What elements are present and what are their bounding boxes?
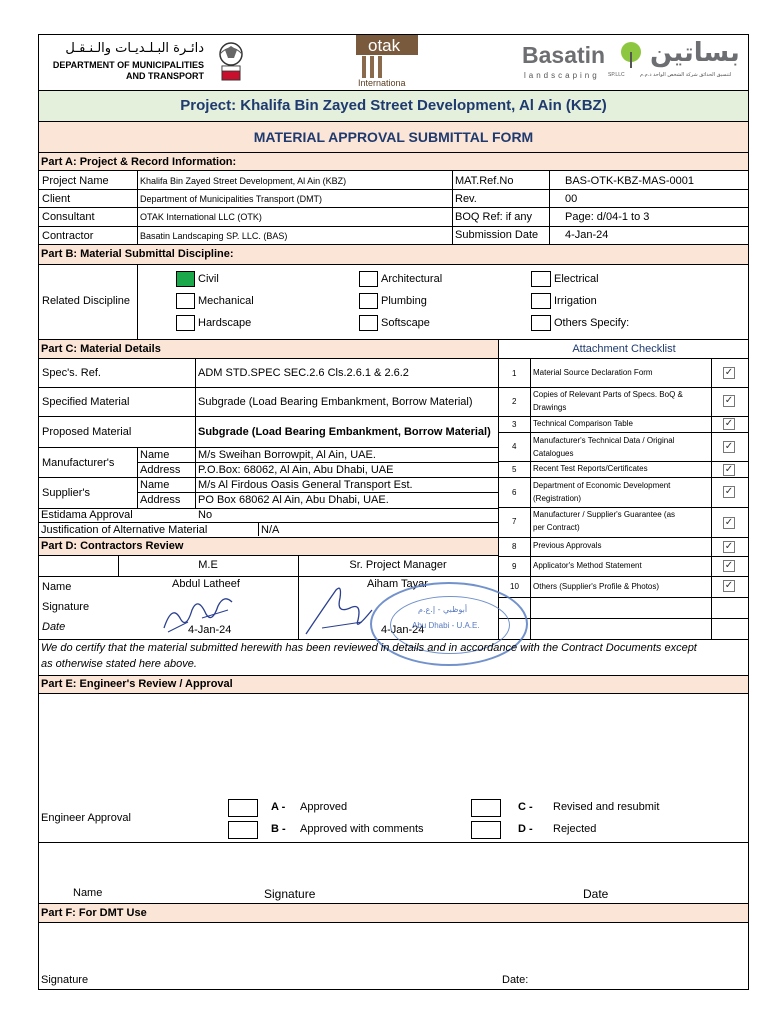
checklist-check-6[interactable]: ✓ xyxy=(724,486,734,497)
checklist-check-5[interactable]: ✓ xyxy=(724,464,734,475)
boq-value: Page: d/04-1 to 3 xyxy=(565,211,650,223)
spec-ref-label: Spec's. Ref. xyxy=(42,367,101,379)
label-hardscape: Hardscape xyxy=(198,317,252,329)
approval-c-text: Revised and resubmit xyxy=(553,801,660,813)
checklist-text-5: Recent Test Reports/Certificates xyxy=(533,464,648,473)
basatin-arabic: بساتين xyxy=(650,38,740,68)
client-label: Client xyxy=(42,193,71,205)
submission-date-label: Submission Date xyxy=(455,229,539,241)
otak-subtitle: Internationa xyxy=(358,78,406,88)
checkbox-plumbing[interactable] xyxy=(359,293,378,309)
otak-logo-box xyxy=(356,35,418,55)
me-date: 4-Jan-24 xyxy=(188,624,232,636)
justification-value: N/A xyxy=(261,524,280,536)
client-value: Department of Municipalities Transport (DMT) xyxy=(140,194,323,204)
me-signature xyxy=(158,588,238,636)
certification-text-line1: We do certify that the material submitted herewith has been reviewed in details and in accordance with the Contract Documents except xyxy=(41,642,697,654)
checkbox-softscape[interactable] xyxy=(359,315,378,331)
checkbox-mechanical[interactable] xyxy=(176,293,195,309)
pm-name: Aiham Tayar xyxy=(367,578,428,590)
checklist-no-4: 4 xyxy=(512,442,517,451)
checklist-check-10[interactable]: ✓ xyxy=(724,580,734,591)
submission-date-value: 4-Jan-24 xyxy=(565,229,609,241)
checklist-text-7: Manufacturer / Supplier's Guarantee (as xyxy=(533,510,676,519)
label-softscape: Softscape xyxy=(381,317,430,329)
approval-a-checkbox[interactable] xyxy=(228,799,258,817)
otak-logo-text: otak xyxy=(368,36,401,55)
name-label: Name xyxy=(42,581,72,593)
manufacturer-label: Manufacturer's xyxy=(42,457,115,469)
abu-dhabi-emblem-icon xyxy=(212,40,250,84)
approval-c-code: C - xyxy=(518,801,533,813)
rev-label: Rev. xyxy=(455,193,477,205)
col-me: M.E xyxy=(198,559,218,571)
checklist-no-6: 6 xyxy=(512,488,517,497)
checklist-text-8: Previous Approvals xyxy=(533,541,602,550)
checklist-check-2[interactable]: ✓ xyxy=(724,395,734,406)
engineer-name-label: Name xyxy=(73,887,103,899)
checklist-check-7[interactable]: ✓ xyxy=(724,517,734,528)
checklist-text-7b: per Contract) xyxy=(533,523,580,532)
label-civil: Civil xyxy=(198,273,219,285)
checklist-text-3: Technical Comparison Table xyxy=(533,419,633,428)
approval-c-checkbox[interactable] xyxy=(471,799,501,817)
checkbox-electrical[interactable] xyxy=(531,271,551,287)
checklist-check-4[interactable]: ✓ xyxy=(724,441,734,452)
label-mechanical: Mechanical xyxy=(198,295,254,307)
dmt-english-line1: DEPARTMENT OF MUNICIPALITIES xyxy=(52,60,204,70)
mat-ref-label: MAT.Ref.No xyxy=(455,175,514,187)
checkbox-irrigation[interactable] xyxy=(531,293,551,309)
manufacturer-name-label: Name xyxy=(140,449,170,461)
contractor-label: Contractor xyxy=(42,230,94,242)
checklist-check-8[interactable]: ✓ xyxy=(724,541,734,552)
project-name-value: Khalifa Bin Zayed Street Development, Al Ain (KBZ) xyxy=(140,176,347,186)
basatin-logo xyxy=(518,36,746,88)
estidama-value: No xyxy=(198,509,213,521)
checklist-text-10: Others (Supplier's Profile & Photos) xyxy=(533,582,660,591)
checklist-check-1[interactable]: ✓ xyxy=(724,367,734,378)
checklist-no-5: 5 xyxy=(512,465,517,474)
dmt-logo xyxy=(52,38,252,88)
basatin-english: Basatin xyxy=(522,42,606,68)
specified-material-value: Subgrade (Load Bearing Embankment, Borrow Material) xyxy=(198,396,473,408)
manufacturer-name-value: M/s Sweihan Borrowpit, Al Ain, UAE. xyxy=(198,449,376,461)
dmt-english-line2: AND TRANSPORT xyxy=(126,71,204,81)
approval-b-checkbox[interactable] xyxy=(228,821,258,839)
checklist-text-4b: Catalogues xyxy=(533,449,574,458)
dmt-date-label: Date: xyxy=(502,974,529,986)
consultant-value: OTAK International LLC (OTK) xyxy=(140,212,262,222)
label-irrigation: Irrigation xyxy=(554,295,597,307)
otak-bars xyxy=(362,56,366,78)
checklist-no-8: 8 xyxy=(512,542,517,551)
supplier-label: Supplier's xyxy=(42,487,90,499)
checkbox-others[interactable] xyxy=(531,315,551,331)
part-e-heading: Part E: Engineer's Review / Approval xyxy=(41,678,233,690)
checklist-text-2: Copies of Relevant Parts of Specs. BoQ & xyxy=(533,390,683,399)
supplier-address-label: Address xyxy=(140,494,181,506)
approval-a-text: Approved xyxy=(300,801,348,813)
checklist-no-9: 9 xyxy=(512,562,517,571)
checklist-no-2: 2 xyxy=(512,397,517,406)
checklist-text-1: Material Source Declaration Form xyxy=(533,368,653,377)
attachment-checklist-heading: Attachment Checklist xyxy=(572,343,676,355)
approval-d-code: D - xyxy=(518,823,533,835)
basatin-subtitle: landscaping xyxy=(524,71,600,80)
boq-label: BOQ Ref: if any xyxy=(455,211,533,223)
specified-material-label: Specified Material xyxy=(42,396,130,408)
rev-value: 00 xyxy=(565,193,578,205)
checkbox-civil[interactable] xyxy=(176,271,195,287)
checklist-text-6b: (Registration) xyxy=(533,494,582,503)
checklist-text-4: Manufacturer's Technical Data / Original xyxy=(533,436,675,445)
pm-date: 4-Jan-24 xyxy=(381,624,425,636)
stamp-english-text: Abu Dhabi - U.A.E. xyxy=(412,621,480,630)
checklist-no-1: 1 xyxy=(512,369,517,378)
me-name: Abdul Latheef xyxy=(172,578,240,590)
basatin-spllc: SP.LLC xyxy=(608,72,625,78)
contractor-value: Basatin Landscaping SP. LLC. (BAS) xyxy=(140,231,288,241)
stamp-arabic-text: أبوظبي - إ.ع.م xyxy=(418,605,468,614)
engineer-signature-label: Signature xyxy=(264,887,316,901)
approval-a-code: A - xyxy=(271,801,286,813)
supplier-name-value: M/s Al Firdous Oasis General Transport Est. xyxy=(198,479,413,491)
related-discipline-label: Related Discipline xyxy=(42,295,131,307)
engineer-approval-label: Engineer Approval xyxy=(41,812,131,824)
mat-ref-value: BAS-OTK-KBZ-MAS-0001 xyxy=(565,175,694,187)
checklist-check-9[interactable]: ✓ xyxy=(724,560,734,571)
project-title: Project: Khalifa Bin Zayed Street Development, Al Ain (KBZ) xyxy=(180,97,607,114)
otak-logo xyxy=(356,35,418,89)
date-label: Date xyxy=(42,621,66,633)
supplier-name-label: Name xyxy=(140,479,170,491)
approval-d-checkbox[interactable] xyxy=(471,821,501,839)
leaf-icon xyxy=(618,40,644,70)
manufacturer-address-label: Address xyxy=(140,464,181,476)
approval-b-code: B - xyxy=(271,823,286,835)
supplier-address-value: PO Box 68062 Al Ain, Abu Dhabi, UAE. xyxy=(198,494,389,506)
part-b-heading: Part B: Material Submittal Discipline: xyxy=(41,248,234,260)
checkbox-hardscape[interactable] xyxy=(176,315,195,331)
checklist-check-3[interactable]: ✓ xyxy=(724,418,734,429)
proposed-material-value: Subgrade (Load Bearing Embankment, Borrow Material) xyxy=(198,426,491,438)
checklist-text-6: Department of Economic Development xyxy=(533,481,671,490)
col-project-manager: Sr. Project Manager xyxy=(349,559,447,571)
label-electrical: Electrical xyxy=(554,273,599,285)
certification-text-line2: as otherwise stated here above. xyxy=(41,658,197,670)
spec-ref-value: ADM STD.SPEC SEC.2.6 Cls.2.6.1 & 2.6.2 xyxy=(198,367,409,379)
part-c-heading: Part C: Material Details xyxy=(41,343,161,355)
project-name-label: Project Name xyxy=(42,175,109,187)
label-plumbing: Plumbing xyxy=(381,295,427,307)
part-f-heading: Part F: For DMT Use xyxy=(41,907,147,919)
dmt-signature-label: Signature xyxy=(41,974,89,986)
estidama-label: Estidama Approval xyxy=(41,509,133,521)
approval-d-text: Rejected xyxy=(553,823,597,835)
part-a-heading: Part A: Project & Record Information: xyxy=(41,156,237,168)
checklist-no-7: 7 xyxy=(512,517,517,526)
checklist-text-2b: Drawings xyxy=(533,403,567,412)
checkbox-architectural[interactable] xyxy=(359,271,378,287)
approval-b-text: Approved with comments xyxy=(300,823,424,835)
consultant-label: Consultant xyxy=(42,211,95,223)
label-architectural: Architectural xyxy=(381,273,443,285)
part-d-heading: Part D: Contractors Review xyxy=(41,540,184,552)
dmt-arabic-name: دائـرة البـلـديـات والـنـقـل xyxy=(65,41,204,56)
engineer-date-label: Date xyxy=(583,887,609,901)
checklist-no-10: 10 xyxy=(510,582,519,591)
label-others: Others Specify: xyxy=(554,317,630,329)
form-title: MATERIAL APPROVAL SUBMITTAL FORM xyxy=(253,129,534,145)
proposed-material-label: Proposed Material xyxy=(42,426,132,438)
basatin-tagline-arabic: لتنسيق الحدائق شركة الشخص الواحد ذ.م.م xyxy=(640,72,732,78)
justification-label: Justification of Alternative Material xyxy=(41,524,208,536)
checklist-text-9: Applicator's Method Statement xyxy=(533,561,642,570)
manufacturer-address-value: P.O.Box: 68062, Al Ain, Abu Dhabi, UAE xyxy=(198,464,394,476)
checklist-no-3: 3 xyxy=(512,420,517,429)
signature-label: Signature xyxy=(42,601,90,613)
